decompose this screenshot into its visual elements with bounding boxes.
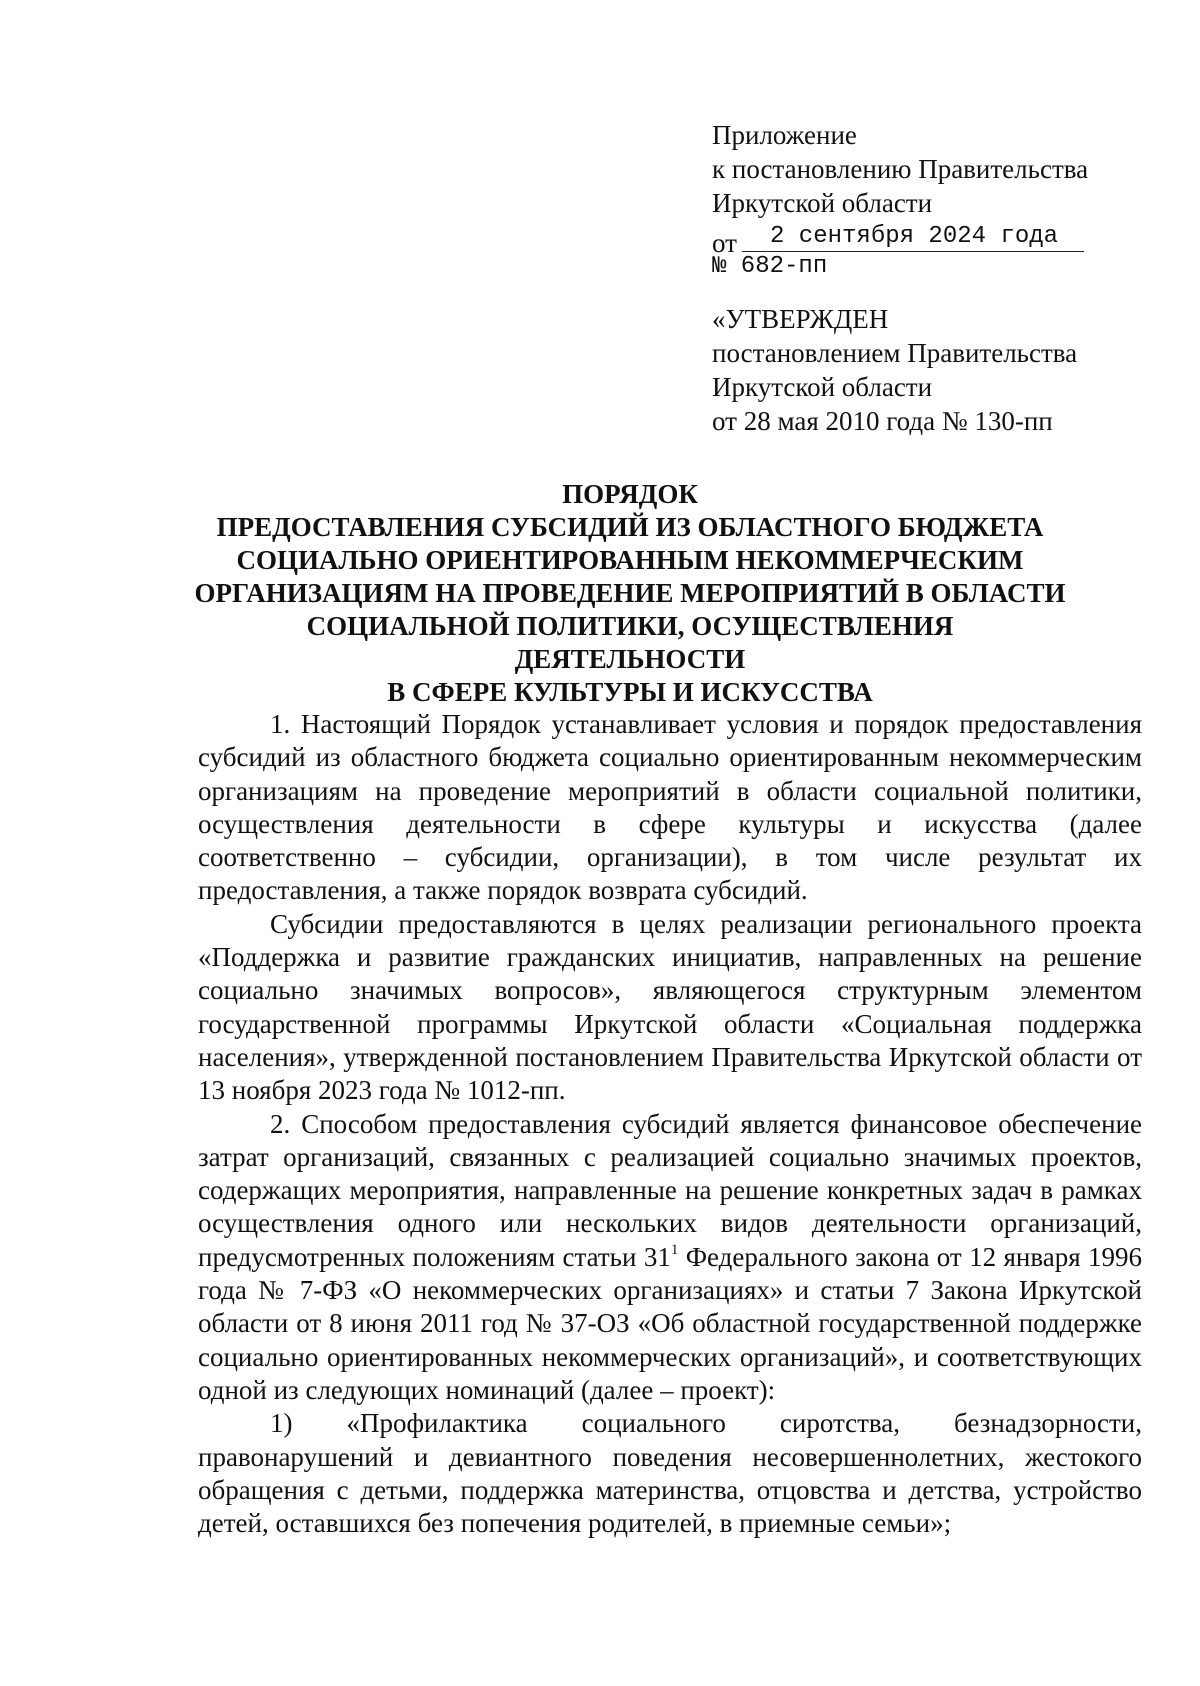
approved-line-2: постановлением Правительства xyxy=(712,338,1078,368)
title-line-6: В СФЕРЕ КУЛЬТУРЫ И ИСКУССТВА xyxy=(387,677,873,707)
paragraph-3-part-2: Федерального закона от 12 января 1996 года № 7-ФЗ «О некоммерческих организациях» и статьи 7 Закона Иркутской области от 8 июня 2011 год № 37-ОЗ «Об областной государственной поддержке социально ориентированных некоммерческих организаций», и соответствующих одной из следующих номинаций (далее – проект): xyxy=(198,1241,1142,1405)
annex-line-1: Приложение xyxy=(712,120,857,150)
document-title xyxy=(190,478,1070,709)
annex-line-2: к постановлению Правительства xyxy=(712,154,1089,184)
title-line-1: ПОРЯДОК xyxy=(562,479,698,509)
annex-date-value: 2 сентября 2024 года xyxy=(770,223,1059,250)
paragraph-4: 1) «Профилактика социального сиротства, безнадзорности, правонарушений и девиантного поведения несовершеннолетних, жестокого обращения с детьми, поддержка материнства, отцовства и детства, устройство детей, оставшихся без попечения родителей, в приемные семьи»; xyxy=(198,1408,1142,1539)
approved-line-1: «УТВЕРЖДЕН xyxy=(712,304,889,334)
annex-line-3: Иркутской области xyxy=(712,188,933,218)
article-superscript: 1 xyxy=(670,1241,679,1258)
approved-line-4: от 28 мая 2010 года № 130-пп xyxy=(712,406,1053,436)
title-line-2: ПРЕДОСТАВЛЕНИЯ СУБСИДИЙ ИЗ ОБЛАСТНОГО БЮДЖЕТА xyxy=(216,512,1044,542)
paragraph-1: 1. Настоящий Порядок устанавливает условия и порядок предоставления субсидий из областного бюджета социально ориентированным некоммерческим организациям на проведение мероприятий в области социальной политики, осуществления деятельности в сфере культуры и искусства (далее соответственно – субсидии, организации), в том числе результат их предоставления, а также порядок возврата субсидий. xyxy=(198,709,1142,906)
annex-number-line xyxy=(712,254,1132,284)
title-line-4: ОРГАНИЗАЦИЯМ НА ПРОВЕДЕНИЕ МЕРОПРИЯТИЙ В ОБЛАСТИ xyxy=(194,578,1066,608)
paragraph-3 xyxy=(198,1108,1142,1408)
annex-date-prefix: от xyxy=(712,228,737,258)
title-line-5: СОЦИАЛЬНОЙ ПОЛИТИКИ, ОСУЩЕСТВЛЕНИЯ ДЕЯТЕЛЬНОСТИ xyxy=(306,611,954,674)
annex-number-value: № 682-пп xyxy=(712,253,828,280)
approved-line-3: Иркутской области xyxy=(712,372,933,402)
paragraph-3-part-1: 2. Способом предоставления субсидий является финансовое обеспечение затрат организаций, связанных с реализацией социально значимых проектов, содержащих мероприятия, направленные на решение конкретных задач в рамках осуществления одного или нескольких видов деятельности организаций, предусмотренных положениям статьи 31 xyxy=(198,1108,1142,1272)
annex-date-line xyxy=(712,220,1132,258)
approved-block xyxy=(712,302,1132,438)
paragraph-2: Субсидии предоставляются в целях реализации регионального проекта «Поддержка и развитие гражданских инициатив, направленных на решение социально значимых вопросов», являющегося структурным элементом государственной программы Иркутской области «Социальная поддержка населения», утвержденной постановлением Правительства Иркутской области от 13 ноября 2023 года № 1012-пп. xyxy=(198,908,1142,1106)
title-line-3: СОЦИАЛЬНО ОРИЕНТИРОВАННЫМ НЕКОММЕРЧЕСКИМ xyxy=(236,545,1024,575)
document-body xyxy=(198,708,1142,1540)
annex-block xyxy=(712,118,1132,438)
